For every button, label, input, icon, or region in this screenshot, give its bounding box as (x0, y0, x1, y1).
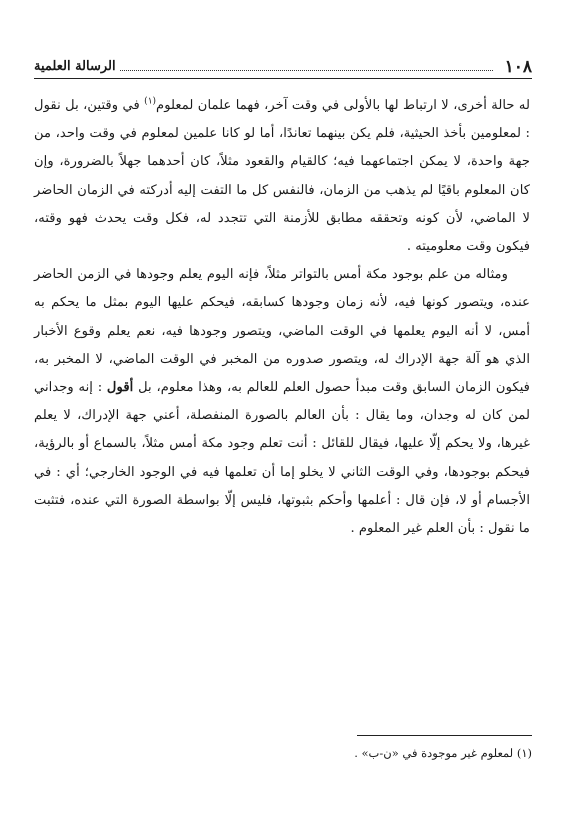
running-header (34, 52, 532, 79)
paragraph-2-text-a: ومثاله من علم بوجود مكة أمس بالتواتر مثلاً، فإنه اليوم يعلم وجودها في الزمن الحاضر عنده، ويتصور كونها فيه، لأنه زمان وجودها كسابقه، فيحكم عليها اليوم بمثل ما يحكم به أمس، لا أنه اليوم يعلمها في الوقت الماضي، ويتصور وجودها فيه، نعم يعلم وقوع الأخبار الذي هو آلة جهة الإدراك له، ويتصور صدوره من المخبر في الوقت الماضي، لا المخبر به، فيكون الزمان السابق وقت مبدأ حصول العلم للعالم به، وهذا معلوم، بل (34, 267, 530, 396)
footnote-text: لمعلوم غير موجودة في «ن-ب» . (354, 746, 514, 760)
paragraph-1-text-b: في وقتين، بل نقول : لمعلومين بأخذ الحيثية، فلم يكن بينهما تعاندًا، أما لو كانا علمين لمعلوم في وقت واحد، من جهة واحدة، لا يمكن اجتماعهما فيه؛ كالقيام والقعود مثلاً، كان أحدهما جهلاً بالضرورة، وإن كان المعلوم باقيًا لم يذهب من الزمان، فالنفس كل ما التفت إليه أدركته في الزمان الحاضر لا الماضي، لأن كونه وتحققه مطابق للأزمنة التي تتجدد له، فكل وقت يحدث فهو وقته، فيكون وقت معلوميته . (34, 98, 530, 255)
paragraph-1 (34, 92, 530, 261)
header-dot-leader (120, 70, 493, 71)
running-title: الرسالة العلمية (34, 59, 116, 74)
footnote-reference-mark: (١) (144, 96, 157, 107)
bold-term: أقول (106, 380, 134, 396)
page-number: ١٠٨ (504, 57, 532, 77)
paragraph-2-text-b: : إنه وجداني لمن كان له وجدان، وما يقال : بأن العالم بالصورة المنفصلة، أعني جهة الإدراك، لا يعلم غيرها، ولا يحكم إلّا عليها، فيقال للقائل : أنت تعلم وجود مكة أمس مثلاً، بالسماع أو بالرؤية، فيحكم بوجودها، وفي الوقت الثاني لا يخلو إما أن تعلمها فيه في الوجود الخارجي؛ أي : في الأجسام أو لا، فإن قال : أعلمها وأحكم بثبوتها، فليس إلّا بواسطة الصورة التي عنده، فتثبت ما نقول : بأن العلم غير المعلوم . (34, 380, 530, 537)
paragraph-2 (34, 261, 530, 543)
footnote (34, 744, 532, 762)
paragraph-1-text-a: له حالة أخرى، لا ارتباط لها بالأولى في وقت آخر، فهما علمان لمعلوم (156, 98, 531, 113)
footnote-number: (١) (516, 746, 532, 760)
footnote-separator (357, 735, 532, 736)
main-text (34, 92, 530, 543)
